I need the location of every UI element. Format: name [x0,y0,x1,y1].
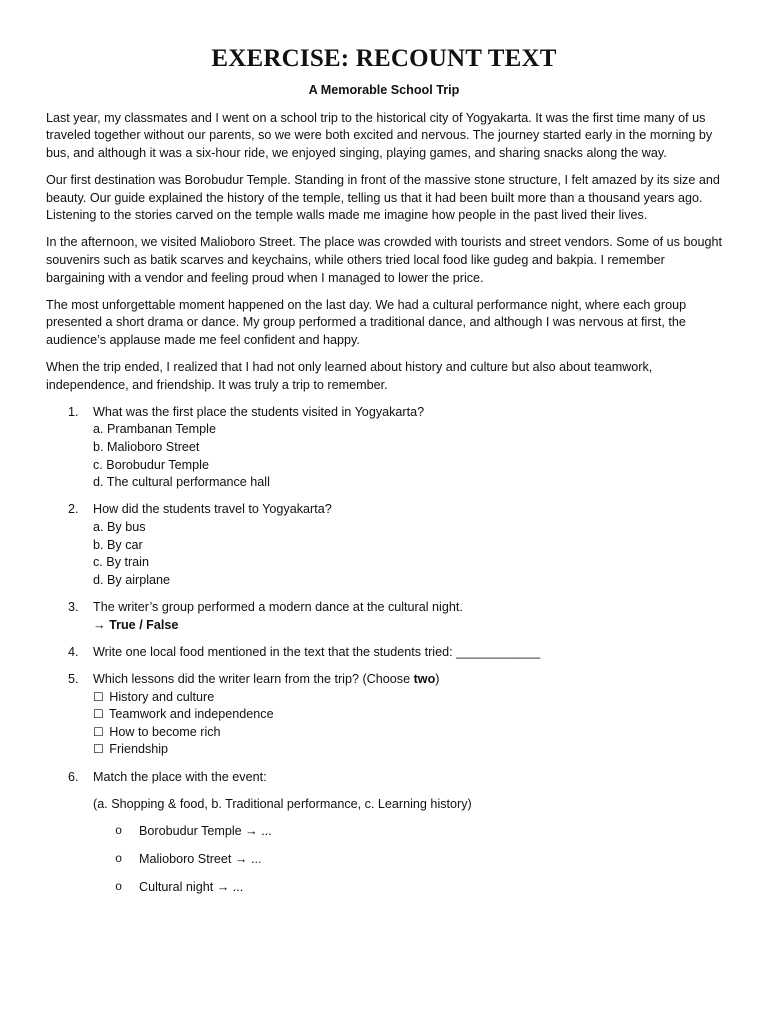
choice-label: History and culture [109,689,215,704]
paragraph-1: Last year, my classmates and I went on a school trip to the historical city of Yogyakarta. It was the first time many of us traveled together without our parents, so we were both excited and nervous. The journey started early in the morning by bus, and although it was a six-hour ride, we enjoyed singing, playing games, and sharing snacks along the way. [46,110,713,160]
paragraph-2: Our first destination was Borobudur Temple. Standing in front of the massive stone structure, I felt amazed by its size and beauty. Our guide explained the history of the temple, telling us that it had been built more than a thousand years ago. Listening to the stories carved on the temple walls made me imagine how people in the past lived their lives. [46,172,720,223]
paragraph-3: In the afternoon, we visited Malioboro Street. The place was crowded with tourists and street vendors. Some of us bought souvenirs such as batik scarves and keychains, while others tried local food like gudeg and bakpia. I remember bargaining with a vendor and feeling proud when I managed to lower the price. [46,235,722,285]
true-false-label: True / False [109,617,179,632]
choice-label: Friendship [109,742,169,757]
option-c: c. Borobudur Temple [93,457,209,472]
option-a: a. By bus [93,520,146,535]
option-d: d. By airplane [93,572,171,587]
choice-rich[interactable] [93,724,722,742]
question-6 [46,769,722,897]
option-c: c. By train [93,555,149,570]
choice-teamwork[interactable] [93,706,722,724]
question-text-part: Which lessons did the writer learn from the trip? (Choose [93,671,414,686]
question-number: 4. [68,644,79,659]
question-1 [46,404,722,492]
question-2 [46,501,722,589]
match-item-malioboro [93,851,722,869]
question-5 [46,671,722,759]
question-text-part: ) [435,671,440,686]
question-number: 6. [68,769,79,784]
match-item-cultural-night [93,879,722,897]
option-a: a. Prambanan Temple [93,422,216,437]
question-text: Write one local food mentioned in the text that the students tried: ____________ [93,644,541,659]
arrow-icon: → [93,617,106,632]
question-text: How did the students travel to Yogyakarta? [93,502,332,517]
choice-label: How to become rich [109,724,221,739]
question-text: The writer’s group performed a modern dance at the cultural night. [93,600,463,614]
option-b: b. Malioboro Street [93,440,200,455]
match-list [93,823,722,896]
checkbox-icon[interactable]: ☐ [93,742,104,757]
match-item-label: Borobudur Temple → ... [139,824,272,839]
bullet-icon: o [115,851,123,866]
question-4 [46,644,722,662]
paragraph-5: When the trip ended, I realized that I had not only learned about history and culture but also about teamwork, independence, and friendship. It was truly a trip to remember. [46,360,653,392]
paragraph-4: The most unforgettable moment happened on the last day. We had a cultural performance night, where each group presented a short drama or dance. My group performed a traditional dance, and although I was nervous at first, the audience’s applause made me feel confident and happy. [46,297,687,347]
option-d: d. The cultural performance hall [93,475,270,490]
match-item-label: Cultural night → ... [139,879,244,894]
choice-friendship[interactable] [93,741,722,759]
true-false-answer [93,617,722,635]
question-text-bold: two [413,671,436,686]
choice-label: Teamwork and independence [109,707,274,722]
match-item-label: Malioboro Street → ... [139,851,262,866]
question-number: 1. [68,404,79,419]
question-number: 2. [68,502,79,517]
text-subtitle: A Memorable School Trip [308,83,460,97]
page-title: EXERCISE: RECOUNT TEXT [211,45,557,72]
question-3 [46,599,722,634]
question-number: 3. [68,600,79,614]
question-text: Match the place with the event: [93,769,267,784]
question-text [93,671,722,689]
question-list [46,404,722,896]
bullet-icon: o [115,824,123,839]
bullet-icon: o [115,879,123,894]
option-b: b. By car [93,537,143,552]
question-number: 5. [68,671,79,686]
checkbox-icon[interactable]: ☐ [93,689,104,704]
question-text: What was the first place the students visited in Yogyakarta? [93,404,425,419]
match-legend: (a. Shopping & food, b. Traditional performance, c. Learning history) [93,796,472,811]
match-item-borobudur [93,823,722,841]
checkbox-icon[interactable]: ☐ [93,707,104,722]
checkbox-icon[interactable]: ☐ [93,724,104,739]
choice-history[interactable] [93,689,722,707]
